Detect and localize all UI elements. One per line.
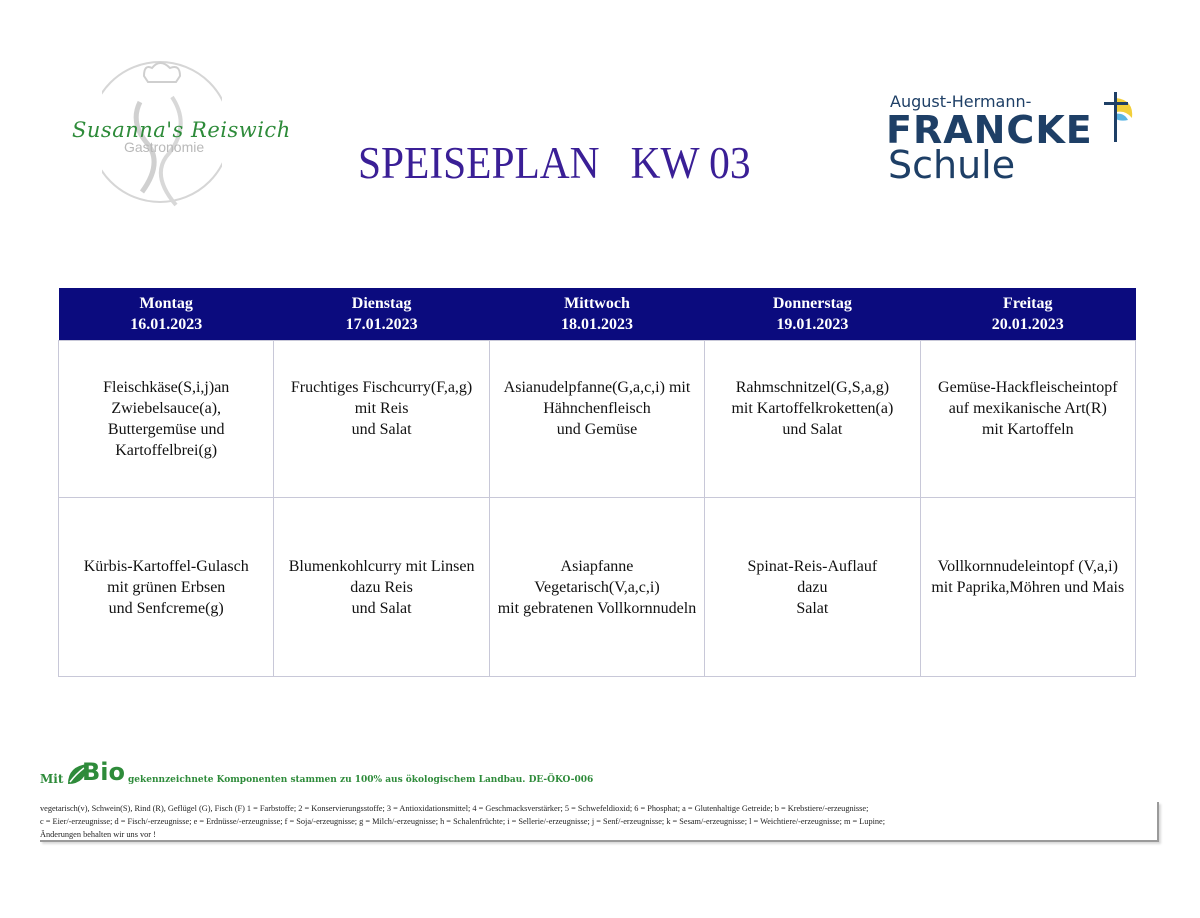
allergen-legend — [40, 802, 1159, 842]
day-header — [59, 288, 274, 341]
meal-cell — [705, 498, 920, 677]
cross-icon — [1094, 88, 1144, 148]
meal-line: Fruchtiges Fischcurry(F,a,g) — [290, 379, 473, 396]
meal-line: dazu Reis — [350, 578, 413, 596]
day-header — [274, 288, 489, 341]
day-date: 20.01.2023 — [991, 316, 1064, 333]
meal-cell — [274, 498, 489, 677]
menu-row-2 — [59, 498, 1136, 677]
meal-line: Gemüse-Hackfleischeintopf — [938, 379, 1118, 396]
meal-line: mit Kartoffeln — [981, 421, 1074, 438]
bio-note — [40, 760, 740, 794]
meal-line: Zwiebelsauce(a), — [111, 400, 222, 417]
day-name: Dienstag — [351, 295, 412, 312]
meal-line: Kartoffelbrei(g) — [115, 442, 218, 459]
meal-line: mit grünen Erbsen — [107, 578, 226, 596]
meal-line: auf mexikanische Art(R) — [948, 400, 1107, 417]
meal-line: und Salat — [782, 421, 843, 438]
day-name: Mittwoch — [564, 295, 630, 312]
meal-line: mit Reis — [354, 400, 409, 417]
meal-line: Buttergemüse und — [107, 421, 225, 438]
meal-line: Rahmschnitzel(G,S,a,g) — [735, 379, 890, 396]
day-header-row — [59, 288, 1136, 341]
day-header — [920, 288, 1135, 341]
caterer-logo — [66, 52, 291, 212]
menu-table — [58, 288, 1136, 677]
meal-line: mit Paprika,Möhren und Mais — [931, 578, 1125, 596]
day-header — [705, 288, 920, 341]
meal-cell — [489, 498, 704, 677]
meal-line: Salat — [796, 599, 829, 617]
meal-cell — [274, 341, 489, 498]
meal-line: Hähnchenfleisch — [543, 400, 651, 417]
menu-row-1 — [59, 341, 1136, 498]
page-title: SPEISEPLAN KW 03 — [358, 138, 751, 188]
meal-line: Asiapfanne — [560, 557, 634, 575]
bio-word: Bio — [82, 758, 126, 786]
meal-cell — [59, 341, 274, 498]
meal-cell — [705, 341, 920, 498]
meal-line: Asianudelpfanne(G,a,c,i) mit — [503, 379, 691, 396]
bio-mit: Mit — [40, 772, 64, 786]
caterer-name: Susanna's Reiswich — [72, 118, 291, 142]
day-name: Montag — [139, 295, 193, 312]
day-date: 17.01.2023 — [345, 316, 418, 333]
legend-line: vegetarisch(v), Schwein(S), Rind (R), Geflügel (G), Fisch (F) 1 = Farbstoffe; 2 = Konservierungsstoffe; 3 = Antioxidationsmittel; 4 = Geschmacksverstärker; 5 = Schwefeldioxid; 6 = Phosphat; a = Glutenhaltige Getreide; b = Krebstiere/-erzeugnisse; — [40, 804, 869, 813]
day-name: Donnerstag — [772, 295, 852, 312]
meal-line: und Gemüse — [556, 421, 638, 438]
school-logo-line1: August-Hermann- — [890, 92, 1032, 111]
meal-line: Vegetarisch(V,a,c,i) — [534, 578, 660, 596]
meal-line: und Salat — [351, 599, 412, 617]
meal-line: und Salat — [351, 421, 412, 438]
meal-cell — [920, 498, 1135, 677]
meal-line: mit Kartoffelkroketten(a) — [731, 400, 894, 417]
school-logo — [886, 88, 1146, 188]
school-logo-line2: FRANCKE — [886, 108, 1093, 152]
bio-text: gekennzeichnete Komponenten stammen zu 100% aus ökologischem Landbau. DE-ÖKO-006 — [128, 775, 594, 785]
meal-line: dazu — [797, 578, 828, 596]
caterer-subtitle: Gastronomie — [124, 139, 205, 155]
day-date: 16.01.2023 — [130, 316, 203, 333]
day-header — [489, 288, 704, 341]
meal-cell — [920, 341, 1135, 498]
legend-line: Änderungen behalten wir uns vor ! — [40, 830, 156, 839]
meal-line: Spinat-Reis-Auflauf — [747, 557, 878, 575]
day-date: 18.01.2023 — [560, 316, 633, 333]
meal-line: Blumenkohlcurry mit Linsen — [288, 557, 475, 575]
meal-cell — [59, 498, 274, 677]
meal-line: Vollkornnudeleintopf (V,a,i) — [937, 557, 1118, 575]
day-name: Freitag — [1003, 295, 1053, 312]
meal-line: mit gebratenen Vollkornnudeln — [497, 599, 697, 617]
meal-line: Fleischkäse(S,i,j)an — [103, 379, 230, 396]
meal-line: Kürbis-Kartoffel-Gulasch — [83, 557, 249, 575]
day-date: 19.01.2023 — [776, 316, 849, 333]
meal-line: und Senfcreme(g) — [108, 599, 224, 617]
meal-cell — [489, 341, 704, 498]
school-logo-line3: Schule — [888, 143, 1016, 187]
legend-line: c = Eier/-erzeugnisse; d = Fisch/-erzeugnisse; e = Erdnüsse/-erzeugnisse; f = Soja/-erzeugnisse; g = Milch/-erzeugnisse; h = Schalenfrüchte; i = Sellerie/-erzeugnisse; j = Senf/-erzeugnisse; k = Sesam/-erzeugnisse; l = Weichtiere/-erzeugnisse; m = Lupine; — [40, 817, 886, 826]
